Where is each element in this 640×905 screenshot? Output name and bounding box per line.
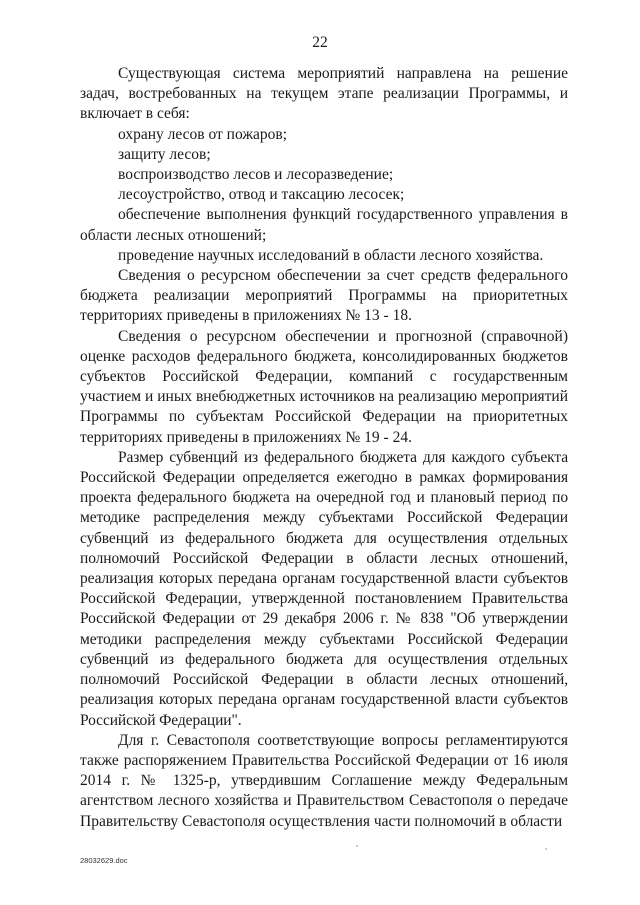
paragraph-subventions: Размер субвенций из федерального бюджета для каждого субъекта Российской Федерации определяется ежегодно в рамках формирования проекта федерального бюджета на очередной год и плановый период по методике распределения между субъектами Российской Федерации субвенций из федерального бюджета для осуществления отдельных полномочий Российской Федерации в области лесных отношений, реализация которых передана органам государственной власти субъектов Российской Федерации, утвержденной постановлением Правительства Российской Федерации от 29 декабря 2006 г. № 838 "Об утверждении методики распределения между субъектами Российской Федерации субвенций из федерального бюджета для осуществления отдельных полномочий Российской Федерации в области лесных отношений, реализация которых передана органам государственной власти субъектов Российской Федерации".: [80, 448, 568, 729]
footer-file-name: 28032629.doc: [80, 856, 128, 865]
document-body: [80, 64, 568, 832]
page-number: 22: [312, 34, 328, 51]
paragraph-consolidated-budgets: Сведения о ресурсном обеспечении и прогнозной (справочной) оценке расходов федерального бюджета, консолидированных бюджетов субъектов Российской Федерации, компаний с государственным участием и иных внебюджетных источников на реализацию мероприятий Программы по субъектам Российской Федерации на приоритетных территориях приведены в приложениях № 19 - 24.: [80, 327, 568, 446]
paragraph-federal-budget: Сведения о ресурсном обеспечении за счет средств федерального бюджета реализации мероприятий Программы на приоритетных территориях приведены в приложениях № 13 - 18.: [80, 267, 568, 325]
scan-artifact-dot: [356, 845, 358, 847]
list-item-fire-protection: охрану лесов от пожаров;: [118, 125, 288, 143]
list-item-state-management: обеспечение выполнения функций государственного управления в области лесных отношений;: [80, 206, 568, 244]
paragraph-intro: Существующая система мероприятий направлена на решение задач, востребованных на текущем этапе реализации Программы, и включает в себя:: [80, 65, 568, 123]
scan-artifact-dot: [545, 848, 547, 850]
list-item-forest-management: лесоустройство, отвод и таксацию лесосек;: [118, 186, 405, 204]
list-item-forest-protection: защиту лесов;: [118, 145, 211, 163]
list-item-research: проведение научных исследований в области лесного хозяйства.: [118, 246, 544, 264]
list-item-reforestation: воспроизводство лесов и лесоразведение;: [118, 166, 394, 184]
paragraph-sevastopol: Для г. Севастополя соответствующие вопросы регламентируются также распоряжением Правительства Российской Федерации от 16 июля 2014 г. № 1325-р, утвердившим Соглашение между Федеральным агентством лесного хозяйства и Правительством Севастополя о передаче Правительству Севастополя осуществления части полномочий в области: [80, 731, 568, 830]
